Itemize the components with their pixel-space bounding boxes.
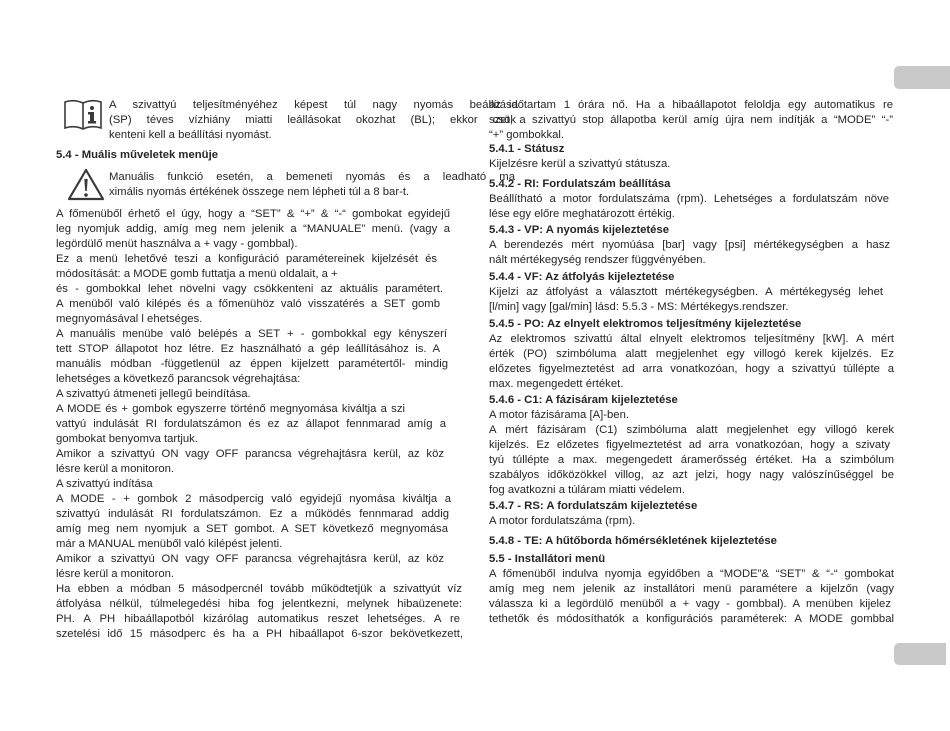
text-line: [l/min] vagy [gal/min] lásd: 5.5.3 - MS: Mértékegys.rendszer. [489, 301, 789, 313]
section-heading: 5.5 - Installátori menü [489, 553, 606, 565]
warning-icon [67, 168, 105, 201]
text-line: A MODE és + gombok egyszerre történő megnyomása kiváltja a szi [56, 403, 405, 415]
section-heading: 5.4.6 - C1: A fázisáram kijeleztetése [489, 394, 678, 406]
text-line: előzetes figyelmeztetést ad arra vonatkozóan, hogy a szivattyú túllépte a [489, 363, 894, 375]
text-line: lésre kerül a monitoron. [56, 463, 175, 475]
text-line: PH. A PH hibaállapotból kizárólag automatikus reszet lehetséges. A re [56, 613, 460, 625]
text-line: tethetők és módosíthatók a konfigurációs paraméterek: A MODE gombbal [489, 613, 894, 625]
book-info-icon [63, 98, 103, 131]
text-line: manuális módban -függetlenül az éppen kijelzett paramétertől- mindig [56, 358, 448, 370]
warning-line: ximális nyomás értékének összege nem lépheti túl a 8 bar-t. [109, 186, 410, 198]
text-line: az időtartam 1 órára nő. Ha a hibaállapotot feloldja egy automatikus re [489, 99, 893, 111]
section-heading: 5.4.1 - Státusz [489, 143, 565, 155]
text-line: módosítását: a MODE gomb futtatja a menü oldalait, a + [56, 268, 338, 280]
text-line: max. megengedett értéket. [489, 378, 624, 390]
text-line: A főmenüből indulva nyomja egyidőben a “MODE”& “SET” & “-“ gombokat [489, 568, 894, 580]
text-line: leg nyomjuk addig, amíg meg nem jelenik a “MANUALE” menü. (vagy a [56, 223, 450, 235]
text-line: válassza ki a legördülő menüből a + vagy - gombbal). A menüben kijelez [489, 598, 891, 610]
section-heading: 5.4.2 - RI: Fordulatszám beállítása [489, 178, 671, 190]
text-line: A menüből való kilépés és a főmenühöz való visszatérés a SET gomb [56, 298, 440, 310]
text-line: tett STOP állapotot hoz létre. Ez használható a gép leállításához is. A [56, 343, 440, 355]
text-line: lése egy előre meghatározott értékig. [489, 208, 675, 220]
text-line: A motor fordulatszáma (rpm). [489, 515, 636, 527]
text-line: nált mértékegység rendszer függvényében. [489, 254, 706, 266]
text-line: szivattyú indulását RI fordulatszámon. Ez a működés fennmarad addig [56, 508, 449, 520]
text-line: Az elektromos szivattú által elnyelt elektromos teljesítmény [kW]. A mért [489, 333, 894, 345]
section-heading: 5.4 - Muális műveletek menüje [56, 149, 218, 161]
text-line: lésre kerül a monitoron. [56, 568, 175, 580]
text-line: tyú túllépte a max. megengedett áramerősség értéket. Ha a szimbólum [489, 454, 894, 466]
text-line: megnyomásával l ehetséges. [56, 313, 203, 325]
text-line: A mért fázisáram (C1) szimbóluma alatt megjelenhet egy villogó kerek [489, 424, 894, 436]
side-tab-top [894, 66, 950, 89]
text-line: A szivattyú indítása [56, 478, 153, 490]
text-line: Ez a menü lehetővé teszi a konfiguráció paramétereinek kijelzését és [56, 253, 437, 265]
text-line: már a MANUAL menüből való kilépést jelenti. [56, 538, 283, 550]
text-line: Kijelzi az átfolyást a választott mértékegységben. A mértékegység lehet [489, 286, 883, 298]
text-line: Amikor a szivattyú ON vagy OFF parancsa végrehajtásra kerül, az köz [56, 448, 444, 460]
text-line: szetelési idő 15 másodperc és ha a PH hibaállapot 6-szor bekövetkezett, [56, 628, 463, 640]
text-line: szabályos időközökkel villog, az azt jelzi, hogy nagy valószínűséggel be [489, 469, 894, 481]
text-line: vattyú indulását RI fordulatszámon és ez az állapot fennmarad amíg a [56, 418, 446, 430]
text-line: szet, a szivattyú stop állapotba kerül amíg újra nem indítják a “MODE” “-” [489, 114, 893, 126]
text-line: fog avatkozni a túláram miatti védelem. [489, 484, 685, 496]
side-tab-bottom [894, 643, 946, 665]
text-line: legördülő menüt használva a + vagy - gombbal). [56, 238, 298, 250]
note-line: A szivattyú teljesítményéhez képest túl nagy nyomás beállítása [109, 99, 518, 111]
section-heading: 5.4.3 - VP: A nyomás kijeleztetése [489, 224, 669, 236]
section-heading: 5.4.5 - PO: Az elnyelt elektromos teljesítmény kijeleztetése [489, 318, 802, 330]
section-heading: 5.4.8 - TE: A hűtőborda hőmérsékletének kijeleztetése [489, 535, 777, 547]
text-line: amíg meg nem nyomjuk a SET gombot. A SET következő megnyomása [56, 523, 448, 535]
text-line: kijelzés. Ez előzetes figyelmeztetést ad arra vonatkozóan, hogy a szivaty [489, 439, 890, 451]
text-line: A manuális menübe való belépés a SET + - gombokkal egy kényszerí [56, 328, 447, 340]
text-line: Amikor a szivattyú ON vagy OFF parancsa végrehajtásra kerül, az köz [56, 553, 444, 565]
text-line: A berendezés mért nyomúása [bar] vagy [psi] mértékegységben a hasz [489, 239, 890, 251]
text-line: Kijelzésre kerül a szivattyú státusza. [489, 158, 671, 170]
text-line: A főmenüből érhető el úgy, hogy a “SET” & “+” & “-“ gombokat egyidejű [56, 208, 450, 220]
text-line: A szivattyú átmeneti jellegű beindítása. [56, 388, 251, 400]
text-line: érték (PO) szimbóluma alatt megjelenhet egy villogó kerek kijelzés. Ez [489, 348, 894, 360]
text-line: “+” gombokkal. [489, 129, 565, 141]
text-line: Beállítható a motor fordulatszáma (rpm). Lehetséges a fordulatszám növe [489, 193, 889, 205]
note-line: kenteni kell a beállítási nyomást. [109, 129, 272, 141]
section-heading: 5.4.7 - RS: A fordulatszám kijeleztetése [489, 500, 698, 512]
text-line: és - gombokkal lehet növelni vagy csökkenteni az aktuális paramétert. [56, 283, 443, 295]
text-line: lehetséges a következő parancsok végrehajtása: [56, 373, 301, 385]
text-line: átfolyása nélkül, túlmelegedési hiba fog jelentkezni, melynek hibaüzenete: [56, 598, 462, 610]
section-heading: 5.4.4 - VF: Az átfolyás kijeleztetése [489, 271, 675, 283]
text-line: A MODE - + gombok 2 másodpercig való egyidejű nyomása kiváltja a [56, 493, 451, 505]
text-line: A motor fázisárama [A]-ben. [489, 409, 630, 421]
warning-line: Manuális funkció esetén, a bemeneti nyomás és a leadható ma [109, 171, 515, 183]
note-line: (SP) téves vízhiány miatti leállásokat okozhat (BL); ekkor csök [109, 114, 516, 126]
text-line: gombokat benyomva tartjuk. [56, 433, 198, 445]
text-line: Ha ebben a módban 5 másodpercnél tovább működtetjük a szivattyút víz [56, 583, 462, 595]
text-line: amíg meg nem jelenik az installátori menü paramétere a kijelzőn (vagy [489, 583, 894, 595]
